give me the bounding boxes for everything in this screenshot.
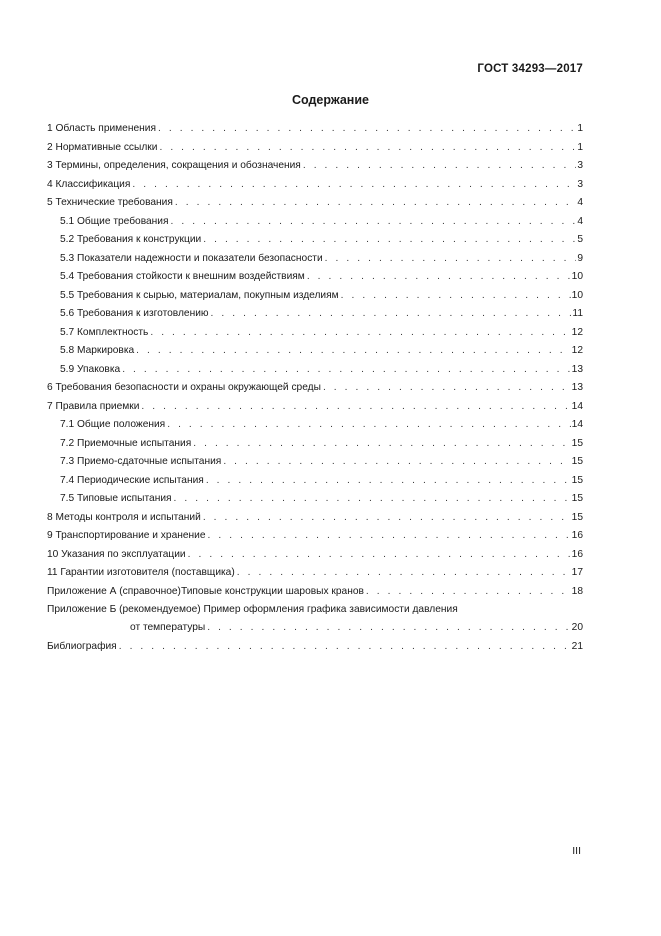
toc-entry-label: 5.3 Показатели надежности и показатели безопасности: [60, 252, 323, 264]
toc-entry-page: 21: [571, 640, 583, 652]
toc-entry-label: 5.9 Упаковка: [60, 363, 121, 375]
toc-entry[interactable]: [47, 567, 583, 586]
leader-dots: [206, 475, 571, 486]
toc-entry-appendix-b-line2[interactable]: [47, 622, 583, 641]
toc-entry-label: 5 Технические требования: [47, 197, 173, 208]
toc-entry-label: Библиография: [47, 640, 117, 652]
toc-entry[interactable]: [47, 160, 583, 179]
toc-entry-label: 7.5 Типовые испытания: [60, 493, 172, 504]
toc-entry-page: 1: [577, 123, 583, 134]
leader-dots: [325, 253, 577, 264]
toc-entry-page: 5: [577, 234, 583, 245]
toc-entry-label: Приложение Б (рекомендуемое) Пример оформления графика зависимости давления: [47, 604, 458, 615]
toc-entry-page: 14: [571, 400, 583, 412]
toc-entry-page: 12: [571, 326, 583, 338]
toc-entry[interactable]: [47, 197, 583, 216]
toc-entry[interactable]: [47, 549, 583, 568]
leader-dots: [158, 123, 576, 134]
toc-entry-label: 5.1 Общие требования: [60, 215, 169, 227]
toc-entry[interactable]: [47, 530, 583, 549]
document-code: ГОСТ 34293—2017: [477, 63, 583, 75]
leader-dots: [341, 290, 571, 301]
leader-dots: [203, 512, 571, 523]
toc-entry-label: Приложение А (справочное)Типовые конструкции шаровых кранов: [47, 585, 364, 597]
leader-dots: [171, 216, 577, 227]
leader-dots: [208, 530, 571, 541]
toc-entry-label: 7.2 Приемочные испытания: [60, 437, 192, 449]
leader-dots: [122, 364, 570, 375]
leader-dots: [203, 234, 576, 245]
toc-entry-page: 16: [571, 548, 583, 560]
toc-entry[interactable]: [47, 271, 583, 290]
leader-dots: [150, 327, 570, 338]
toc-entry-page: 1: [577, 141, 583, 153]
leader-dots: [167, 419, 570, 430]
toc-entry[interactable]: [47, 419, 583, 438]
toc-entry-page: 13: [571, 363, 583, 375]
toc-entry-page: 15: [571, 511, 583, 523]
leader-dots: [174, 493, 571, 504]
toc-entry[interactable]: [47, 493, 583, 512]
toc-entry[interactable]: [47, 123, 583, 142]
toc-entry[interactable]: [47, 345, 583, 364]
toc-entry-label: 6 Требования безопасности и охраны окружающей среды: [47, 382, 321, 393]
toc-entry[interactable]: [47, 586, 583, 605]
toc-entry-page: 14: [571, 419, 583, 430]
toc-entry-label: 7.3 Приемо-сдаточные испытания: [60, 456, 222, 467]
toc-entry-label: 7.4 Периодические испытания: [60, 474, 204, 486]
toc-entry-label: от температуры: [130, 622, 206, 633]
toc-entry-page: 10: [571, 289, 583, 301]
toc-entry-label: 5.6 Требования к изготовлению: [60, 308, 209, 319]
toc-entry[interactable]: [47, 327, 583, 346]
toc-entry-label: 4 Классификация: [47, 178, 131, 190]
toc-entry-label: 5.7 Комплектность: [60, 326, 149, 338]
leader-dots: [188, 549, 571, 560]
leader-dots: [223, 456, 570, 467]
toc-entry-label: 3 Термины, определения, сокращения и обозначения: [47, 160, 301, 171]
toc-entry-label: 9 Транспортирование и хранение: [47, 530, 206, 541]
toc-entry-page: 16: [571, 530, 583, 541]
toc-entry-label: 1 Область применения: [47, 123, 156, 134]
toc-entry-label: 7 Правила приемки: [47, 400, 140, 412]
toc-entry-label: 7.1 Общие положения: [60, 419, 166, 430]
leader-dots: [175, 197, 576, 208]
toc-entry[interactable]: [47, 401, 583, 420]
leader-dots: [119, 641, 571, 652]
toc-entry[interactable]: [47, 438, 583, 457]
leader-dots: [307, 271, 571, 282]
toc-entry-page: 4: [577, 197, 583, 208]
toc-entry-page: 10: [571, 271, 583, 282]
leader-dots: [132, 179, 576, 190]
toc-entry-page: 20: [571, 622, 583, 633]
toc-entry-page: 15: [571, 437, 583, 449]
toc-entry[interactable]: [47, 234, 583, 253]
toc-entry-page: 15: [571, 493, 583, 504]
toc-entry[interactable]: [47, 179, 583, 198]
toc-entry-label: 10 Указания по эксплуатации: [47, 548, 186, 560]
page-number: III: [572, 845, 581, 857]
toc-entries: [47, 123, 583, 604]
toc-entry[interactable]: [47, 475, 583, 494]
toc-entry-label: 8 Методы контроля и испытаний: [47, 511, 201, 523]
toc-entry[interactable]: [47, 253, 583, 272]
toc-entry-bibliography[interactable]: [47, 641, 583, 660]
toc-entry-page: 15: [571, 474, 583, 486]
toc-entry-label: 5.2 Требования к конструкции: [60, 234, 202, 245]
toc-entry-page: 3: [577, 178, 583, 190]
toc-entry-page: 18: [571, 585, 583, 597]
toc-entry-page: 9: [577, 252, 583, 264]
toc-entry[interactable]: [47, 456, 583, 475]
toc-entry-label: 5.4 Требования стойкости к внешним воздействиям: [60, 271, 305, 282]
toc-entry-appendix-b-line1[interactable]: [47, 604, 583, 622]
toc-entry-label: 11 Гарантии изготовителя (поставщика): [47, 567, 235, 578]
leader-dots: [237, 567, 571, 578]
toc-entry[interactable]: [47, 364, 583, 383]
leader-dots: [323, 382, 571, 393]
toc-entry[interactable]: [47, 308, 583, 327]
leader-dots: [141, 401, 570, 412]
toc-entry-page: 17: [571, 567, 583, 578]
toc-entry-page: 12: [571, 345, 583, 356]
leader-dots: [207, 622, 570, 633]
table-of-contents: [47, 123, 583, 659]
toc-entry[interactable]: [47, 216, 583, 235]
leader-dots: [136, 345, 570, 356]
toc-entry[interactable]: [47, 512, 583, 531]
leader-dots: [159, 142, 576, 153]
toc-entry-page: 11: [572, 308, 583, 319]
leader-dots: [303, 160, 577, 171]
leader-dots: [193, 438, 570, 449]
toc-entry-page: 13: [571, 382, 583, 393]
toc-entry-label: 5.5 Требования к сырью, материалам, покупным изделиям: [60, 289, 339, 301]
toc-entry[interactable]: [47, 382, 583, 401]
toc-entry-page: 4: [577, 215, 583, 227]
toc-entry-page: 3: [577, 160, 583, 171]
toc-entry-page: 15: [571, 456, 583, 467]
toc-entry[interactable]: [47, 142, 583, 161]
page-title: Содержание: [291, 93, 369, 107]
toc-entry[interactable]: [47, 290, 583, 309]
leader-dots: [366, 586, 571, 597]
leader-dots: [211, 308, 572, 319]
toc-entry-label: 5.8 Маркировка: [60, 345, 135, 356]
toc-entry-label: 2 Нормативные ссылки: [47, 141, 158, 153]
